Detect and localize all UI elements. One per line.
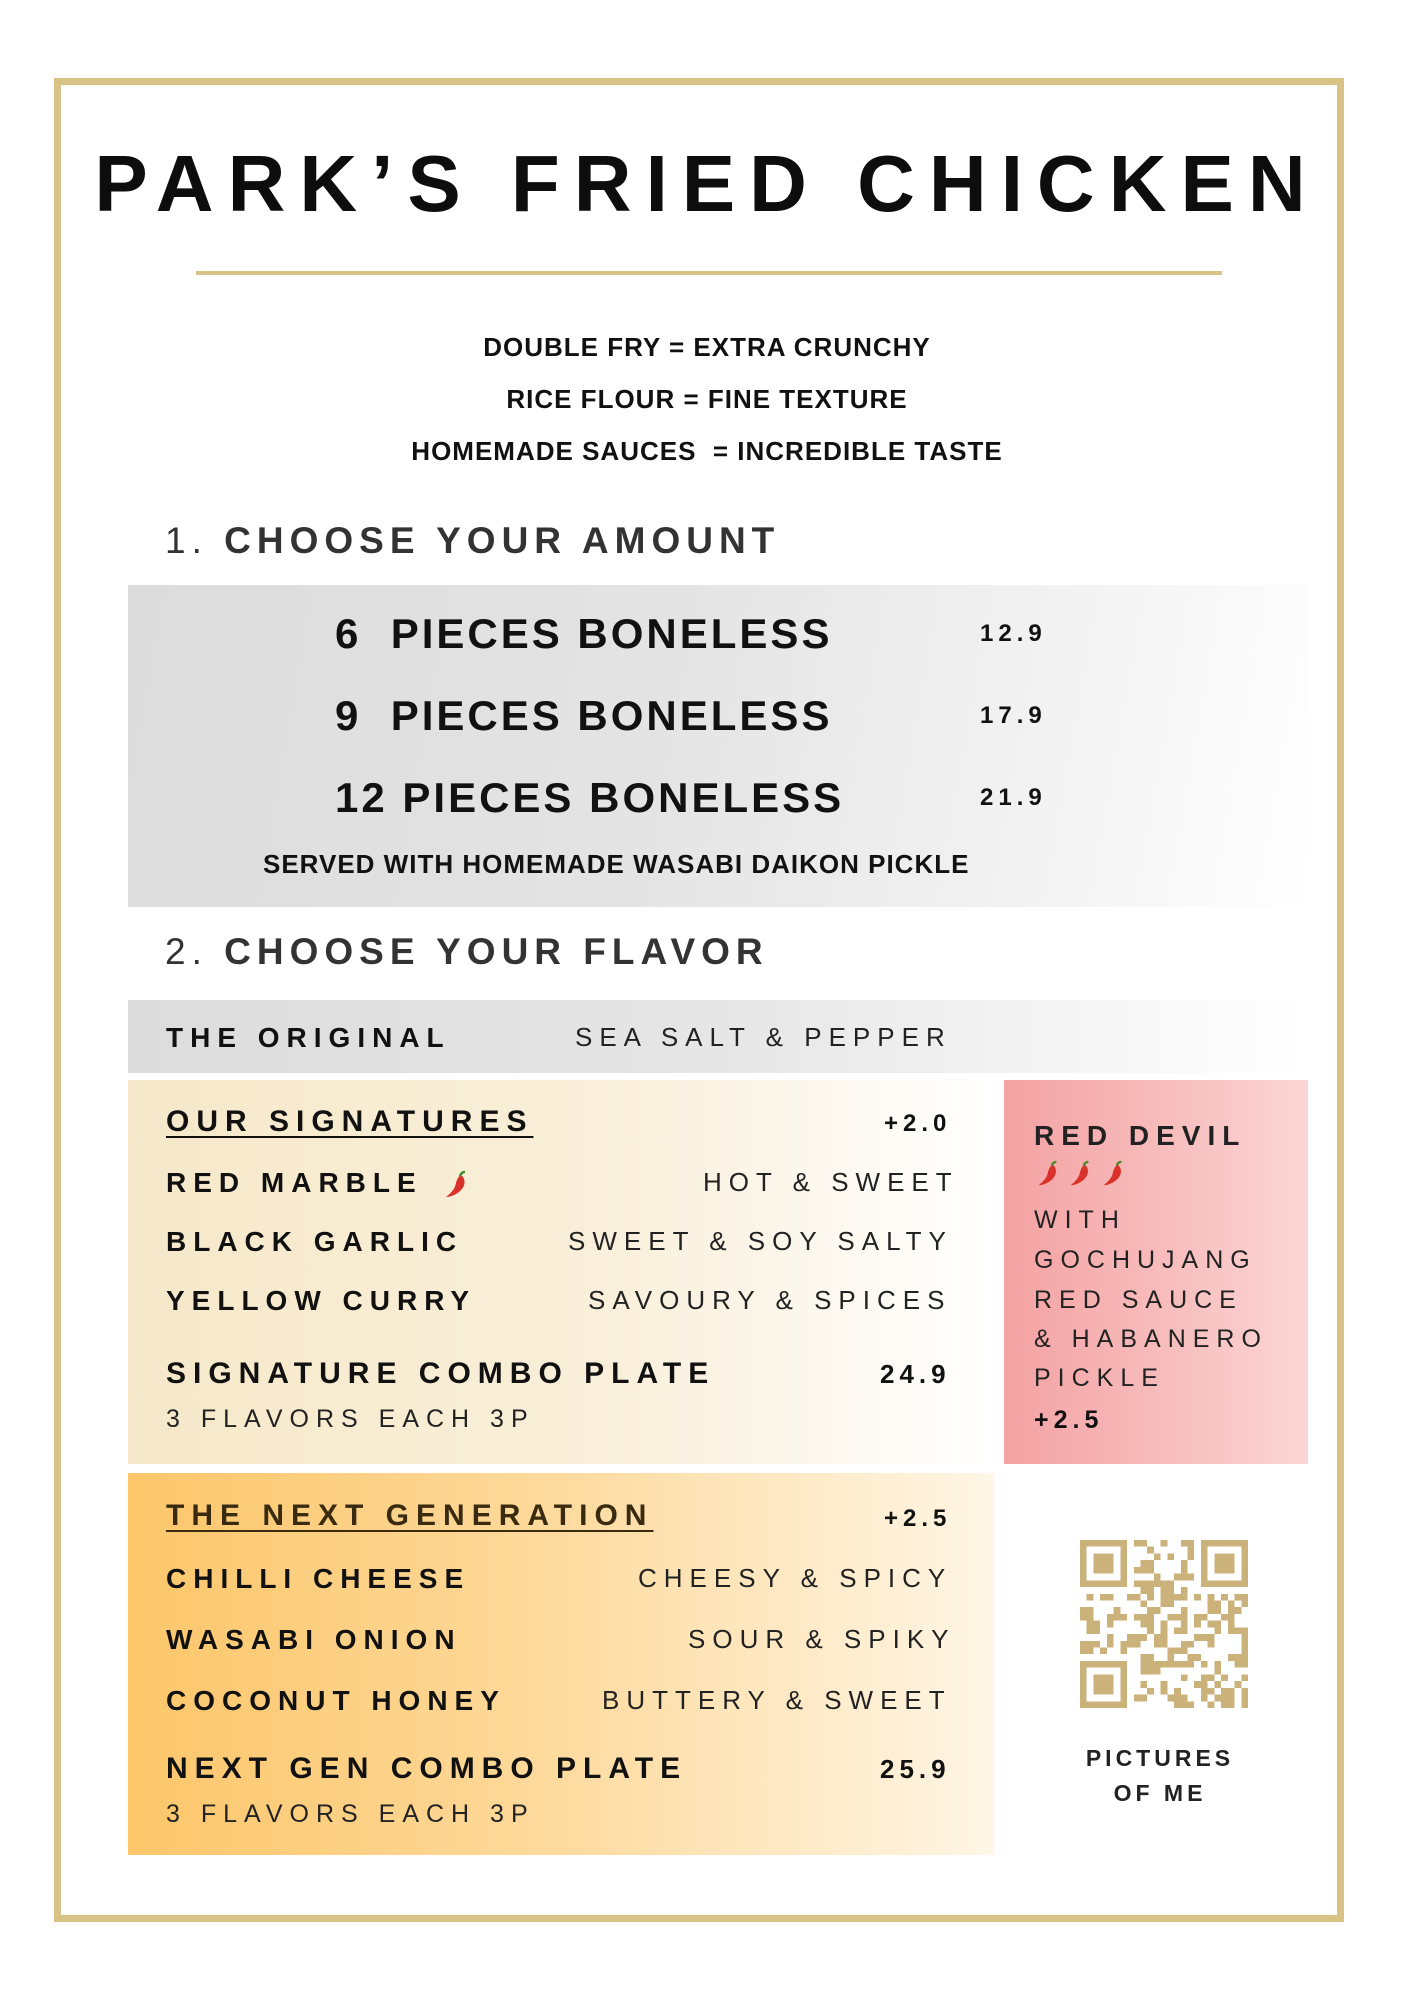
title-divider: [196, 271, 1222, 275]
flavor-desc: HOT & SWEET: [703, 1167, 959, 1197]
red-devil-line: GOCHUJANG: [1034, 1246, 1257, 1274]
spice-level-indicator: [1034, 1160, 1127, 1193]
next-gen-combo-price: 25.9: [880, 1754, 951, 1784]
flavor-chilli-cheese: CHILLI CHEESE: [166, 1563, 471, 1594]
flavor-red-marble: [166, 1167, 471, 1200]
amount-option-6: 6 PIECES BONELESS: [335, 610, 833, 657]
amount-price-12: 21.9: [980, 784, 1047, 811]
red-devil-line: WITH: [1034, 1206, 1126, 1234]
amount-option-12: 12 PIECES BONELESS: [335, 774, 845, 821]
amount-option-9: 9 PIECES BONELESS: [335, 692, 833, 739]
section-number: 1.: [165, 520, 208, 561]
section-title: CHOOSE YOUR AMOUNT: [224, 520, 781, 561]
flavor-wasabi-onion: WASABI ONION: [166, 1624, 462, 1655]
flavor-name: RED MARBLE: [166, 1167, 423, 1198]
next-gen-title: THE NEXT GENERATION: [166, 1499, 654, 1532]
chili-pepper-icon: [441, 1170, 471, 1200]
section-number: 2.: [165, 931, 208, 972]
red-devil-line: PICKLE: [1034, 1364, 1165, 1392]
original-flavor-desc: SEA SALT & PEPPER: [575, 1022, 952, 1052]
slogan-homemade-sauces: HOMEMADE SAUCES = INCREDIBLE TASTE: [411, 436, 1003, 466]
section-flavor-heading: [165, 931, 769, 973]
signatures-title: OUR SIGNATURES: [166, 1105, 534, 1138]
red-devil-surcharge: +2.5: [1034, 1406, 1104, 1434]
red-devil-line: & HABANERO: [1034, 1325, 1268, 1353]
flavor-desc: SAVOURY & SPICES: [588, 1285, 952, 1315]
section-amount-heading: [165, 520, 780, 562]
flavor-desc: BUTTERY & SWEET: [602, 1685, 952, 1715]
chili-pepper-icon: [1099, 1160, 1127, 1188]
chili-pepper-icon: [1034, 1160, 1062, 1188]
amount-price-9: 17.9: [980, 702, 1047, 729]
original-flavor-name: THE ORIGINAL: [166, 1022, 451, 1053]
flavor-yellow-curry: YELLOW CURRY: [166, 1285, 477, 1316]
next-gen-combo-note: 3 FLAVORS EACH 3P: [166, 1800, 535, 1828]
flavor-desc: SWEET & SOY SALTY: [568, 1226, 953, 1256]
qr-code-icon[interactable]: [1080, 1540, 1248, 1708]
slogan-rice-flour: RICE FLOUR = FINE TEXTURE: [506, 384, 908, 414]
amount-side-note: SERVED WITH HOMEMADE WASABI DAIKON PICKLE: [263, 849, 970, 879]
qr-caption-line: OF ME: [1113, 1780, 1207, 1806]
flavor-black-garlic: BLACK GARLIC: [166, 1226, 464, 1257]
section-title: CHOOSE YOUR FLAVOR: [224, 931, 769, 972]
signature-combo-price: 24.9: [880, 1359, 951, 1389]
restaurant-title: PARK’S FRIED CHICKEN: [94, 139, 1320, 228]
red-devil-title: RED DEVIL: [1034, 1120, 1247, 1151]
slogan-double-fry: DOUBLE FRY = EXTRA CRUNCHY: [483, 332, 931, 362]
next-gen-combo-name: NEXT GEN COMBO PLATE: [166, 1752, 688, 1785]
chili-pepper-icon: [1066, 1160, 1094, 1188]
red-devil-line: RED SAUCE: [1034, 1286, 1243, 1314]
next-gen-surcharge: +2.5: [884, 1505, 952, 1532]
qr-caption-line: PICTURES: [1085, 1745, 1235, 1771]
signatures-surcharge: +2.0: [884, 1110, 952, 1137]
flavor-desc: SOUR & SPIKY: [688, 1624, 956, 1654]
flavor-coconut-honey: COCONUT HONEY: [166, 1685, 506, 1716]
amount-price-6: 12.9: [980, 620, 1047, 647]
flavor-desc: CHEESY & SPICY: [638, 1563, 953, 1593]
signature-combo-note: 3 FLAVORS EACH 3P: [166, 1405, 535, 1433]
signature-combo-name: SIGNATURE COMBO PLATE: [166, 1357, 716, 1390]
